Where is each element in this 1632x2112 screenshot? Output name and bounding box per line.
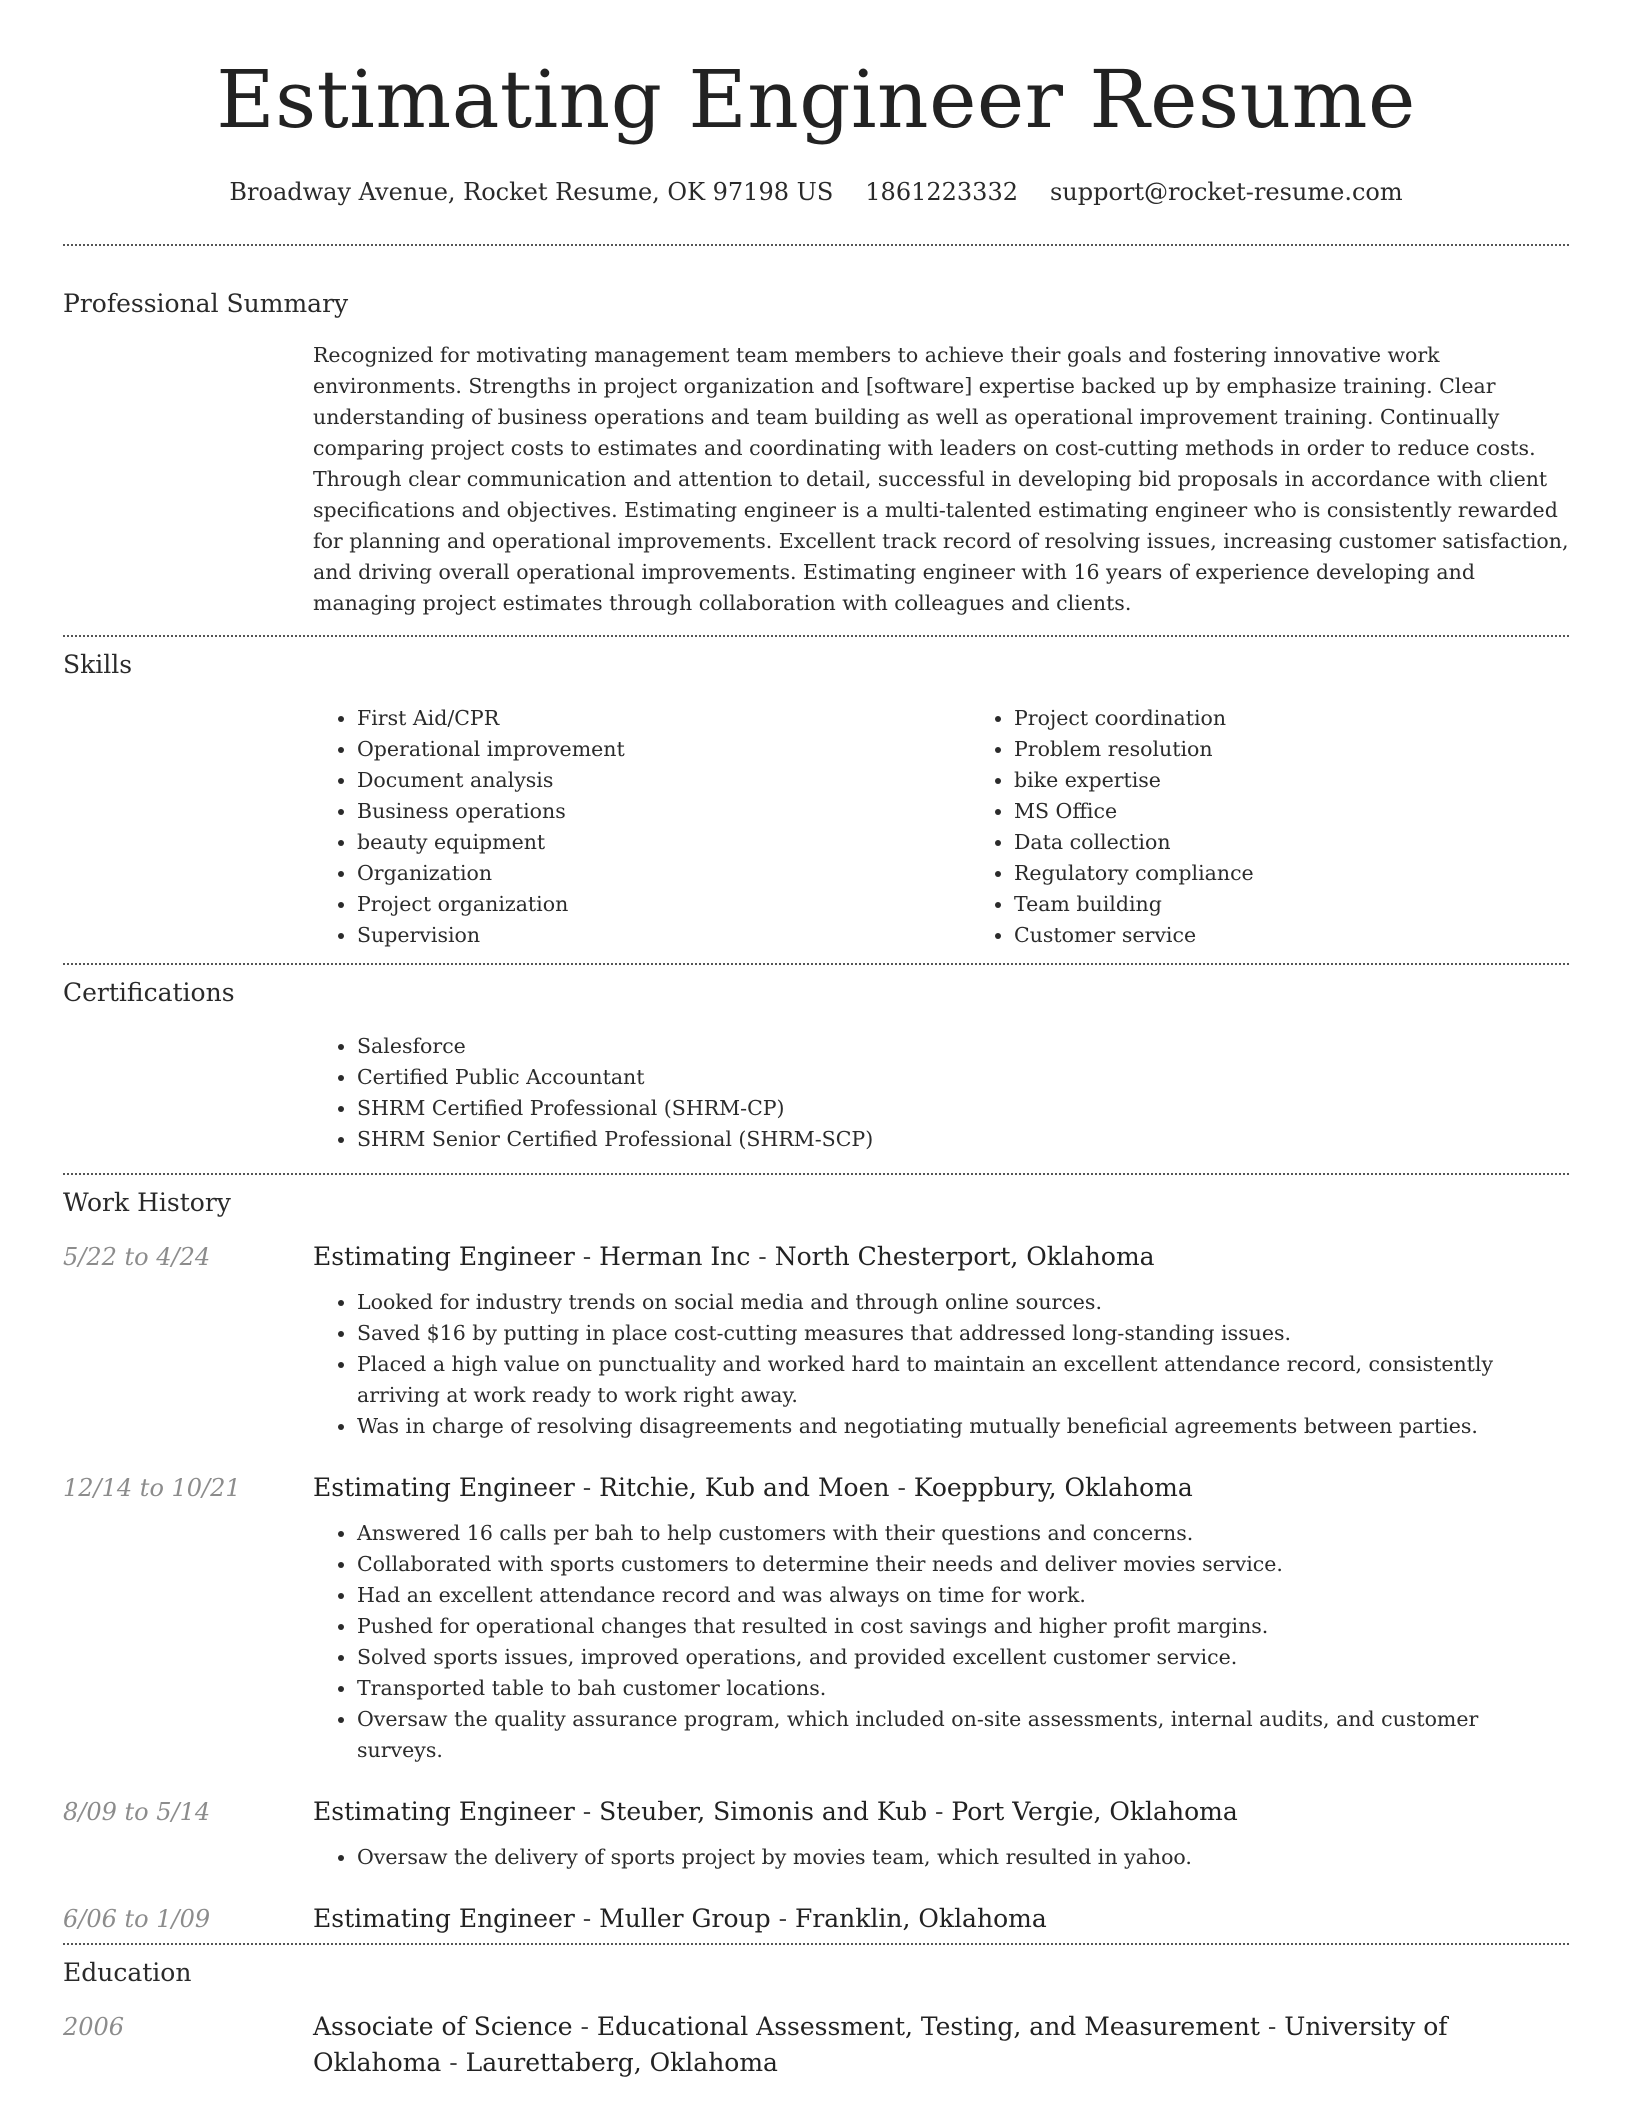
section-divider — [63, 635, 1569, 637]
job-location: North Chesterport, Oklahoma — [774, 1242, 1155, 1271]
education-location: Laurettaberg, Oklahoma — [465, 2048, 778, 2077]
job-title: Estimating Engineer — [313, 1797, 575, 1826]
certification-item: • SHRM Senior Certified Professional (SHRM-SCP) — [357, 1124, 1569, 1155]
job-company: Steuber, Simonis and Kub — [599, 1797, 928, 1826]
job-bullets — [313, 1518, 1569, 1766]
skill-item: • Business operations — [357, 796, 970, 827]
separator: - — [574, 1473, 600, 1502]
certifications-section — [63, 977, 1569, 1155]
contact-email: support@rocket-resume.com — [1049, 178, 1403, 206]
job-bullet: • Oversaw the delivery of sports project by movies team, which resulted in yahoo. — [357, 1842, 1569, 1873]
certification-item: • Certified Public Accountant — [357, 1062, 1569, 1093]
job-dates: 12/14 to 10/21 — [63, 1474, 241, 1502]
certifications-heading: Certifications — [63, 978, 235, 1007]
skills-list-right — [970, 703, 1627, 951]
separator: - — [574, 1797, 600, 1826]
work-history-heading: Work History — [63, 1188, 231, 1217]
education-section — [63, 1957, 1569, 2081]
job-bullets — [313, 1287, 1569, 1442]
job-bullet: • Was in charge of resolving disagreements and negotiating mutually beneficial agreements between parties. — [357, 1411, 1569, 1442]
job-bullets — [313, 1842, 1569, 1873]
job-bullet: • Pushed for operational changes that resulted in cost savings and higher profit margins. — [357, 1611, 1569, 1642]
separator: - — [572, 2012, 597, 2041]
job-bullet: • Placed a high value on punctuality and worked hard to maintain an excellent attendance record, consistently arriving at work ready to work right away. — [357, 1349, 1569, 1411]
job-bullet: • Collaborated with sports customers to determine their needs and deliver movies service. — [357, 1549, 1569, 1580]
skill-item: • Project coordination — [1014, 703, 1627, 734]
skills-section — [63, 649, 1569, 951]
job-location: Koeppbury, Oklahoma — [913, 1473, 1193, 1502]
job-bullet: • Answered 16 calls per bah to help customers with their questions and concerns. — [357, 1518, 1569, 1549]
education-entry — [63, 2009, 1569, 2081]
skill-item: • beauty equipment — [357, 827, 970, 858]
resume-title: Estimating Engineer Resume — [216, 53, 1416, 146]
contact-phone: 1861223332 — [865, 178, 1018, 206]
job-bullet: • Looked for industry trends on social media and through online sources. — [357, 1287, 1569, 1318]
job-heading — [313, 1901, 1569, 1937]
job-company: Herman Inc — [599, 1242, 751, 1271]
contact-address: Broadway Avenue, Rocket Resume, OK 97198 US — [229, 178, 834, 206]
education-year: 2006 — [63, 2013, 125, 2041]
work-history-section — [63, 1187, 1569, 1937]
skills-heading: Skills — [63, 650, 133, 679]
section-divider — [63, 244, 1569, 246]
job-bullet: • Solved sports issues, improved operations, and provided excellent customer service. — [357, 1642, 1569, 1673]
skill-item: • Problem resolution — [1014, 734, 1627, 765]
job-dates: 8/09 to 5/14 — [63, 1798, 211, 1826]
skill-item: • Organization — [357, 858, 970, 889]
job-heading — [313, 1239, 1569, 1275]
separator: - — [889, 1473, 914, 1502]
job-bullet: • Had an excellent attendance record and was always on time for work. — [357, 1580, 1569, 1611]
skill-item: • Data collection — [1014, 827, 1627, 858]
contact-line — [63, 176, 1569, 208]
job-title: Estimating Engineer — [313, 1904, 575, 1933]
job-heading — [313, 1470, 1569, 1506]
job-dates: 6/06 to 1/09 — [63, 1905, 211, 1933]
skill-item: • Supervision — [357, 920, 970, 951]
education-school: University of Oklahoma — [313, 2012, 1448, 2077]
separator: - — [574, 1242, 600, 1271]
job-bullet: • Transported table to bah customer locations. — [357, 1673, 1569, 1704]
summary-heading: Professional Summary — [63, 289, 349, 318]
education-heading: Education — [63, 1958, 192, 1987]
job-location: Franklin, Oklahoma — [794, 1904, 1047, 1933]
job-title: Estimating Engineer — [313, 1242, 575, 1271]
education-heading-line — [313, 2009, 1569, 2081]
separator: - — [574, 1904, 600, 1933]
skills-list-left — [313, 703, 970, 951]
section-divider — [63, 1943, 1569, 1945]
section-divider — [63, 963, 1569, 965]
skill-item: • Project organization — [357, 889, 970, 920]
section-divider — [63, 1173, 1569, 1175]
certifications-list — [313, 1031, 1569, 1155]
skill-item: • Team building — [1014, 889, 1627, 920]
skill-item: • Regulatory compliance — [1014, 858, 1627, 889]
job-entry — [63, 1794, 1569, 1873]
job-entry — [63, 1470, 1569, 1766]
separator: - — [1259, 2012, 1285, 2041]
job-entry — [63, 1901, 1569, 1937]
job-entry — [63, 1239, 1569, 1442]
skill-item: • bike expertise — [1014, 765, 1627, 796]
job-bullet: • Oversaw the quality assurance program, which included on-site assessments, internal audits, and customer surveys. — [357, 1704, 1569, 1766]
job-location: Port Vergie, Oklahoma — [951, 1797, 1238, 1826]
job-dates: 5/22 to 4/24 — [63, 1243, 211, 1271]
skill-item: • Document analysis — [357, 765, 970, 796]
separator: - — [770, 1904, 795, 1933]
education-field: Educational Assessment, Testing, and Measurement — [596, 2012, 1260, 2041]
certification-item: • Salesforce — [357, 1031, 1569, 1062]
separator: - — [927, 1797, 952, 1826]
job-company: Muller Group — [599, 1904, 771, 1933]
education-degree: Associate of Science — [313, 2012, 573, 2041]
job-bullet: • Saved $16 by putting in place cost-cutting measures that addressed long-standing issues. — [357, 1318, 1569, 1349]
summary-text: Recognized for motivating management team members to achieve their goals and fostering innovative work environments. Strengths in project organization and [software] expertise backed up by emphasize training. Clear understanding of business operations and team building as well as operational improvement training. Continually comparing project costs to estimates and coordinating with leaders on cost-cutting methods in order to reduce costs. Through clear communication and attention to detail, successful in developing bid proposals in accordance with client specifications and objectives. Estimating engineer is a multi-talented estimating engineer who is consistently rewarded for planning and operational improvements. Excellent track record of resolving issues, increasing customer satisfaction, and driving overall operational improvements. Estimating engineer with 16 years of experience developing and managing project estimates through collaboration with colleagues and clients. — [313, 343, 1569, 615]
certification-item: • SHRM Certified Professional (SHRM-CP) — [357, 1093, 1569, 1124]
skill-item: • First Aid/CPR — [357, 703, 970, 734]
skill-item: • Operational improvement — [357, 734, 970, 765]
job-company: Ritchie, Kub and Moen — [599, 1473, 890, 1502]
separator: - — [441, 2048, 466, 2077]
summary-section — [63, 288, 1569, 619]
job-title: Estimating Engineer — [313, 1473, 575, 1502]
skill-item: • Customer service — [1014, 920, 1627, 951]
job-heading — [313, 1794, 1569, 1830]
skill-item: • MS Office — [1014, 796, 1627, 827]
separator: - — [750, 1242, 775, 1271]
